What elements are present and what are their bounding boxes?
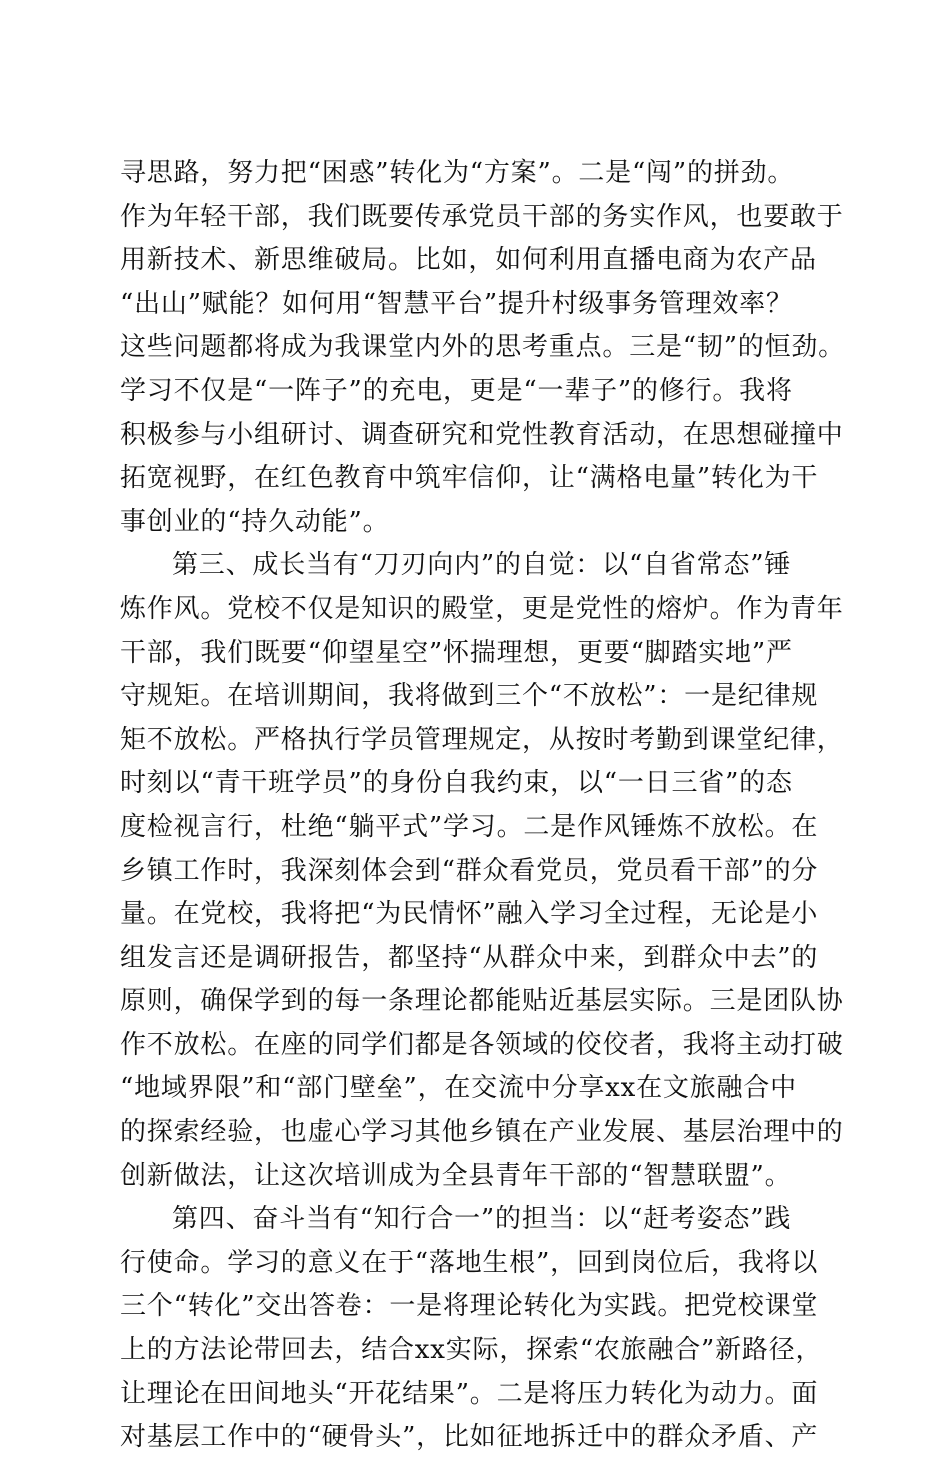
text-line: 作不放松。在座的同学们都是各领域的佼佼者，我将主动打破 <box>120 1029 844 1060</box>
text-line: 的探索经验，也虚心学习其他乡镇在产业发展、基层治理中的 <box>120 1117 844 1148</box>
text-line: 守规矩。在培训期间，我将做到三个“不放松”：一是纪律规 <box>120 681 819 712</box>
body-text <box>120 152 845 1460</box>
text-line: 上的方法论带回去，结合xx实际，探索“农旅融合”新路径， <box>120 1335 823 1366</box>
text-line: 这些问题都将成为我课堂内外的思考重点。三是“韧”的恒劲。 <box>120 332 845 363</box>
text-line: 量。在党校，我将把“为民情怀”融入学习全过程，无论是小 <box>120 899 819 930</box>
text-line: 积极参与小组研讨、调查研究和党性教育活动，在思想碰撞中 <box>120 419 844 450</box>
paragraph-start-line: 第四、奋斗当有“知行合一”的担当：以“赶考姿态”践 <box>172 1204 792 1235</box>
text-line: 用新技术、新思维破局。比如，如何利用直播电商为农产品 <box>120 245 817 276</box>
text-line: 事创业的“持久动能”。 <box>120 506 390 537</box>
text-line: 乡镇工作时，我深刻体会到“群众看党员，党员看干部”的分 <box>120 855 819 886</box>
text-line: 对基层工作中的“硬骨头”，比如征地拆迁中的群众矛盾、产 <box>120 1422 819 1453</box>
text-line: 让理论在田间地头“开花结果”。二是将压力转化为动力。面 <box>120 1378 819 1409</box>
text-line: 创新做法，让这次培训成为全县青年干部的“智慧联盟”。 <box>120 1160 792 1191</box>
text-line: “地域界限”和“部门壁垒”，在交流中分享xx在文旅融合中 <box>120 1073 797 1104</box>
text-line: 矩不放松。严格执行学员管理规定，从按时考勤到课堂纪律， <box>120 724 844 755</box>
text-line: 拓宽视野，在红色教育中筑牢信仰，让“满格电量”转化为干 <box>120 463 819 494</box>
text-line: 三个“转化”交出答卷：一是将理论转化为实践。把党校课堂 <box>120 1291 819 1322</box>
text-line: 组发言还是调研报告，都坚持“从群众中来，到群众中去”的 <box>120 942 819 973</box>
paragraph-start-line: 第三、成长当有“刀刃向内”的自觉：以“自省常态”锤 <box>172 550 792 581</box>
text-line: 干部，我们既要“仰望星空”怀揣理想，更要“脚踏实地”严 <box>120 637 793 668</box>
text-line: “出山”赋能？如何用“智慧平台”提升村级事务管理效率？ <box>120 288 793 319</box>
text-line: 作为年轻干部，我们既要传承党员干部的务实作风，也要敢于 <box>120 201 844 232</box>
text-line: 寻思路，努力把“困惑”转化为“方案”。二是“闯”的拼劲。 <box>120 158 795 188</box>
text-line: 度检视言行，杜绝“躺平式”学习。二是作风锤炼不放松。在 <box>120 811 819 842</box>
text-line: 学习不仅是“一阵子”的充电，更是“一辈子”的修行。我将 <box>120 375 793 406</box>
text-line: 时刻以“青干班学员”的身份自我约束，以“一日三省”的态 <box>120 768 793 799</box>
text-line: 炼作风。党校不仅是知识的殿堂，更是党性的熔炉。作为青年 <box>120 593 844 624</box>
text-line: 原则，确保学到的每一条理论都能贴近基层实际。三是团队协 <box>120 986 844 1017</box>
text-line: 行使命。学习的意义在于“落地生根”，回到岗位后，我将以 <box>120 1247 819 1278</box>
